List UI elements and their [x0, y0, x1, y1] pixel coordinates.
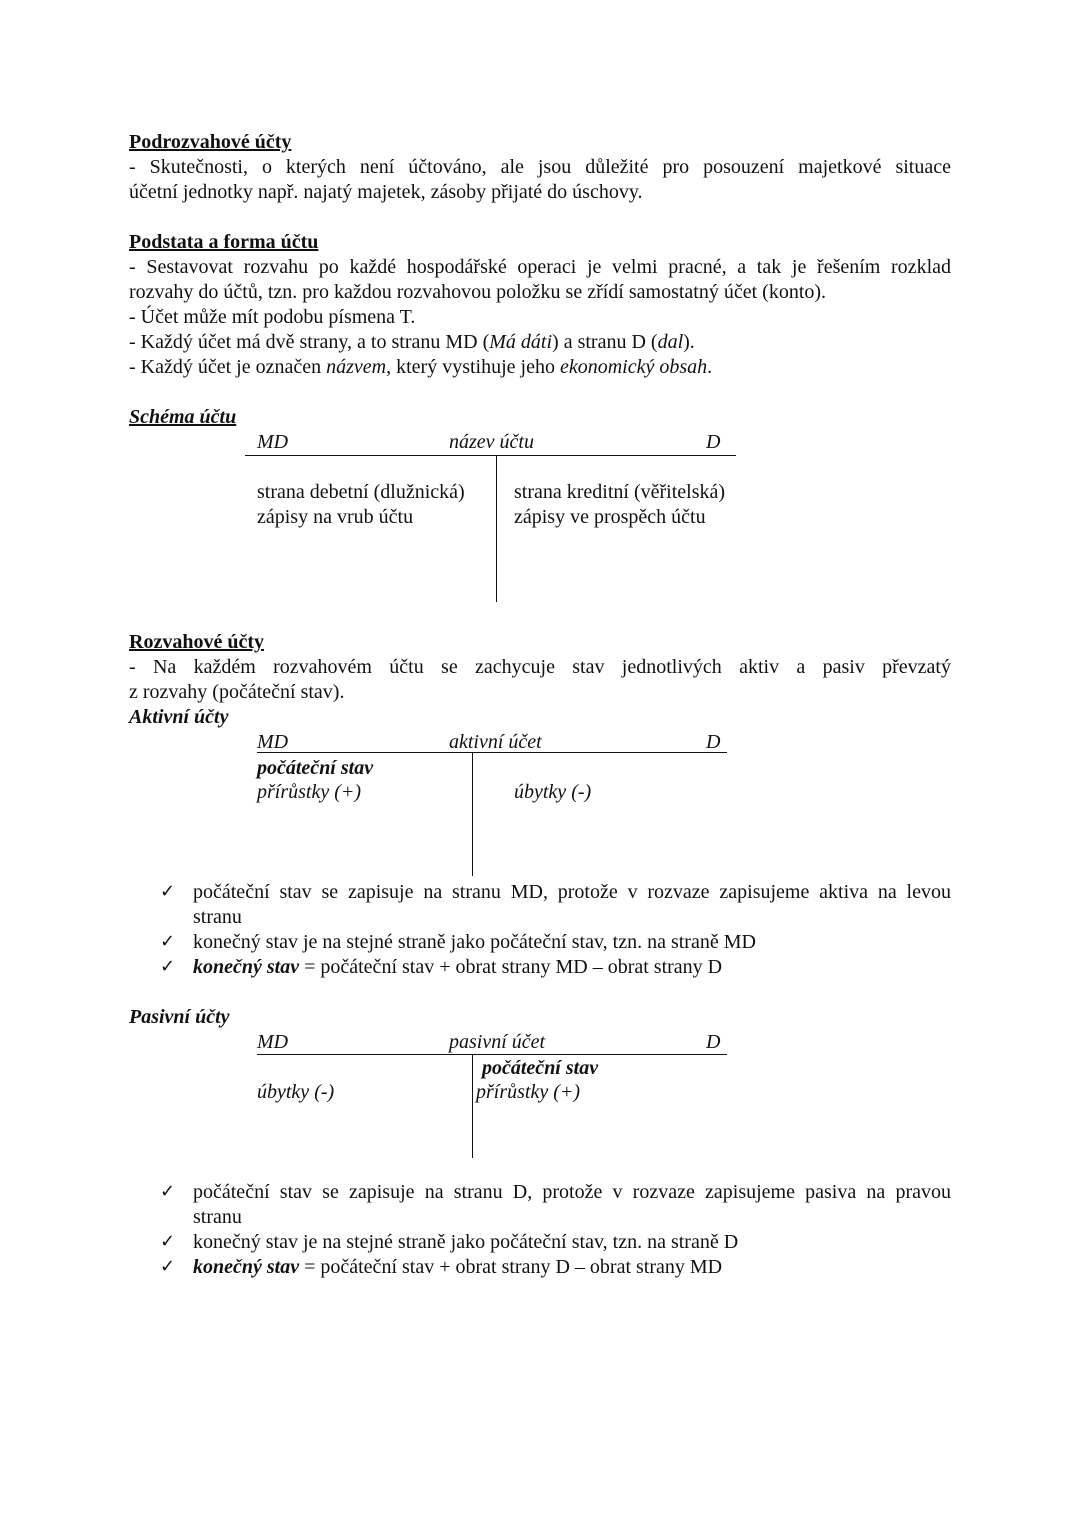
t-horizontal-line — [257, 752, 727, 753]
list-item: počáteční stav se zapisuje na stranu MD, protože v rozvaze zapisujeme aktiva na levou — [193, 881, 951, 903]
list-item: konečný stav je na stejné straně jako počáteční stav, tzn. na straně D — [193, 1231, 739, 1253]
list-item: konečný stav = počáteční stav + obrat strany MD – obrat strany D — [193, 956, 723, 978]
check-icon: ✓ — [160, 956, 176, 977]
heading-schema-uctu: Schéma účtu — [129, 406, 237, 428]
t-vertical-line — [472, 1054, 473, 1158]
d-label: D — [706, 731, 721, 753]
paragraph-line: - Účet může mít podobu písmena T. — [129, 306, 416, 328]
account-title: název účtu — [449, 431, 534, 453]
account-title: pasivní účet — [449, 1031, 546, 1053]
opening-balance: počáteční stav — [482, 1057, 599, 1079]
paragraph-line: - Skutečnosti, o kterých není účtováno, ale jsou důležité pro posouzení majetkové situace — [129, 156, 951, 178]
list-item-continuation: stranu — [193, 1206, 242, 1228]
list-item-continuation: stranu — [193, 906, 242, 928]
heading-podstata-a-forma-uctu: Podstata a forma účtu — [129, 231, 319, 253]
d-label: D — [706, 431, 721, 453]
t-horizontal-line — [257, 1054, 727, 1055]
credit-side-note: zápisy ve prospěch účtu — [514, 506, 706, 528]
increases: přírůstky (+) — [476, 1081, 581, 1103]
heading-aktivni-ucty: Aktivní účty — [129, 706, 229, 728]
heading-rozvahove-ucty: Rozvahové účty — [129, 631, 264, 653]
md-label: MD — [257, 431, 289, 453]
debit-side-label: strana debetní (dlužnická) — [257, 481, 465, 503]
md-label: MD — [257, 1031, 289, 1053]
paragraph-line: - Každý účet je označen názvem, který vystihuje jeho ekonomický obsah. — [129, 356, 713, 378]
check-icon: ✓ — [160, 1181, 176, 1202]
opening-balance: počáteční stav — [257, 757, 374, 779]
t-horizontal-line — [245, 455, 736, 456]
md-label: MD — [257, 731, 289, 753]
paragraph-line: z rozvahy (počáteční stav). — [129, 681, 345, 703]
d-label: D — [706, 1031, 721, 1053]
account-title: aktivní účet — [449, 731, 542, 753]
heading-podrozvahove-ucty: Podrozvahové účty — [129, 131, 292, 153]
check-icon: ✓ — [160, 1256, 176, 1277]
heading-pasivni-ucty: Pasivní účty — [129, 1006, 230, 1028]
decreases: úbytky (-) — [514, 781, 592, 803]
paragraph-line: rozvahy do účtů, tzn. pro každou rozvahovou položku se zřídí samostatný účet (konto). — [129, 281, 827, 303]
list-item: konečný stav je na stejné straně jako počáteční stav, tzn. na straně MD — [193, 931, 756, 953]
check-icon: ✓ — [160, 931, 176, 952]
check-icon: ✓ — [160, 1231, 176, 1252]
paragraph-line: - Na každém rozvahovém účtu se zachycuje stav jednotlivých aktiv a pasiv převzatý — [129, 656, 951, 678]
debit-side-note: zápisy na vrub účtu — [257, 506, 414, 528]
credit-side-label: strana kreditní (věřitelská) — [514, 481, 726, 503]
t-vertical-line — [472, 752, 473, 876]
paragraph-line: účetní jednotky např. najatý majetek, zásoby přijaté do úschovy. — [129, 181, 643, 203]
decreases: úbytky (-) — [257, 1081, 335, 1103]
increases: přírůstky (+) — [257, 781, 362, 803]
check-icon: ✓ — [160, 881, 176, 902]
t-vertical-line — [496, 455, 497, 602]
paragraph-line: - Každý účet má dvě strany, a to stranu MD (Má dáti) a stranu D (dal). — [129, 331, 695, 353]
list-item: počáteční stav se zapisuje na stranu D, protože v rozvaze zapisujeme pasiva na pravou — [193, 1181, 951, 1203]
paragraph-line: - Sestavovat rozvahu po každé hospodářské operaci je velmi pracné, a tak je řešením rozklad — [129, 256, 951, 278]
list-item: konečný stav = počáteční stav + obrat strany D – obrat strany MD — [193, 1256, 723, 1278]
